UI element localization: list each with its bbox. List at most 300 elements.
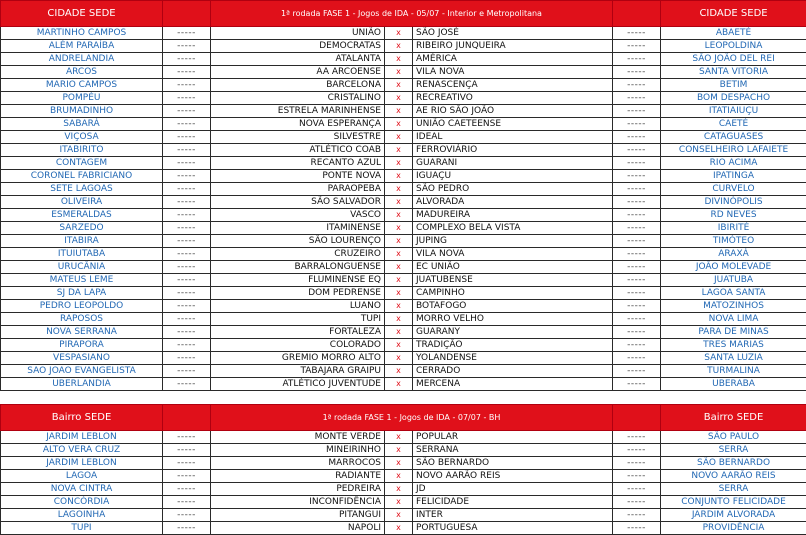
away-team: VILA NOVA — [413, 66, 613, 79]
versus-mark: x — [385, 157, 413, 170]
score-right: ----- — [613, 339, 661, 352]
versus-mark: x — [385, 66, 413, 79]
away-team: INTER — [413, 509, 613, 522]
host-city-left: OLIVEIRA — [1, 196, 163, 209]
home-team: FORTALEZA — [211, 326, 385, 339]
table-row — [1, 131, 806, 144]
home-team: DEMOCRATAS — [211, 40, 385, 53]
host-city-right: CONJUNTO FELICIDADE — [661, 496, 806, 509]
versus-mark: x — [385, 92, 413, 105]
fixtures-table-bh — [0, 404, 806, 535]
host-city-left: PIRAPORA — [1, 339, 163, 352]
home-team: SÃO LOURENÇO — [211, 235, 385, 248]
score-left: ----- — [163, 522, 211, 535]
away-team: AE RIO SÃO JOÃO — [413, 105, 613, 118]
home-team: BARRALONGUENSE — [211, 261, 385, 274]
versus-mark: x — [385, 183, 413, 196]
host-city-right: NOVO AARÃO REIS — [661, 470, 806, 483]
score-left: ----- — [163, 365, 211, 378]
versus-mark: x — [385, 457, 413, 470]
score-left: ----- — [163, 92, 211, 105]
host-city-left: SETE LAGOAS — [1, 183, 163, 196]
header-left: CIDADE SEDE — [1, 1, 163, 27]
table-row — [1, 248, 806, 261]
away-team: TRADIÇÃO — [413, 339, 613, 352]
versus-mark: x — [385, 105, 413, 118]
host-city-right: RD NEVES — [661, 209, 806, 222]
score-right: ----- — [613, 522, 661, 535]
table-row — [1, 53, 806, 66]
host-city-right: SERRA — [661, 444, 806, 457]
host-city-left: ARCOS — [1, 66, 163, 79]
host-city-right: JARDIM ALVORADA — [661, 509, 806, 522]
host-city-left: LAGOINHA — [1, 509, 163, 522]
away-team: RENASCENÇA — [413, 79, 613, 92]
host-city-left: VESPASIANO — [1, 352, 163, 365]
versus-mark: x — [385, 339, 413, 352]
table-row — [1, 339, 806, 352]
score-left: ----- — [163, 261, 211, 274]
score-left: ----- — [163, 457, 211, 470]
table-row — [1, 365, 806, 378]
section-gap — [0, 392, 806, 404]
score-left: ----- — [163, 170, 211, 183]
versus-mark: x — [385, 522, 413, 535]
away-team: PORTUGUESA — [413, 522, 613, 535]
host-city-left: CONCÓRDIA — [1, 496, 163, 509]
host-city-left: TUPI — [1, 522, 163, 535]
score-right: ----- — [613, 457, 661, 470]
away-team: CERRADO — [413, 365, 613, 378]
home-team: SÃO SALVADOR — [211, 196, 385, 209]
score-left: ----- — [163, 157, 211, 170]
host-city-left: MATEUS LEME — [1, 274, 163, 287]
score-right: ----- — [613, 222, 661, 235]
table-row — [1, 196, 806, 209]
home-team: COLORADO — [211, 339, 385, 352]
host-city-right: ITATIAIUÇU — [661, 105, 806, 118]
versus-mark: x — [385, 222, 413, 235]
table-row — [1, 300, 806, 313]
host-city-right: CAETÉ — [661, 118, 806, 131]
home-team: FLUMINENSE EQ — [211, 274, 385, 287]
table-row — [1, 235, 806, 248]
score-right: ----- — [613, 131, 661, 144]
score-right: ----- — [613, 352, 661, 365]
host-city-left: BRUMADINHO — [1, 105, 163, 118]
host-city-right: IBIRITÉ — [661, 222, 806, 235]
versus-mark: x — [385, 196, 413, 209]
versus-mark: x — [385, 444, 413, 457]
table-row — [1, 444, 806, 457]
score-right: ----- — [613, 79, 661, 92]
versus-mark: x — [385, 313, 413, 326]
home-team: ATLÉTICO JUVENTUDE — [211, 378, 385, 391]
score-left: ----- — [163, 27, 211, 40]
score-right: ----- — [613, 157, 661, 170]
versus-mark: x — [385, 483, 413, 496]
host-city-right: SÃO JOÃO DEL REI — [661, 53, 806, 66]
score-left: ----- — [163, 287, 211, 300]
score-left: ----- — [163, 300, 211, 313]
host-city-right: SÃO PAULO — [661, 431, 806, 444]
home-team: RECANTO AZUL — [211, 157, 385, 170]
host-city-left: SJ DA LAPA — [1, 287, 163, 300]
home-team: ATALANTA — [211, 53, 385, 66]
host-city-left: ITABIRA — [1, 235, 163, 248]
away-team: FERROVIÁRIO — [413, 144, 613, 157]
host-city-left: PEDRO LEOPOLDO — [1, 300, 163, 313]
host-city-left: SARZEDO — [1, 222, 163, 235]
host-city-left: POMPÉU — [1, 92, 163, 105]
host-city-right: CATAGUASES — [661, 131, 806, 144]
score-left: ----- — [163, 274, 211, 287]
table-row — [1, 40, 806, 53]
host-city-right: BOM DESPACHO — [661, 92, 806, 105]
score-right: ----- — [613, 300, 661, 313]
table-row — [1, 483, 806, 496]
table-row — [1, 326, 806, 339]
score-left: ----- — [163, 105, 211, 118]
host-city-left: CORONEL FABRICIANO — [1, 170, 163, 183]
versus-mark: x — [385, 53, 413, 66]
score-right: ----- — [613, 313, 661, 326]
table-row — [1, 170, 806, 183]
host-city-right: IPATINGA — [661, 170, 806, 183]
versus-mark: x — [385, 287, 413, 300]
versus-mark: x — [385, 470, 413, 483]
score-left: ----- — [163, 431, 211, 444]
score-right: ----- — [613, 378, 661, 391]
score-right: ----- — [613, 183, 661, 196]
score-right: ----- — [613, 27, 661, 40]
host-city-left: CONTAGEM — [1, 157, 163, 170]
host-city-right: JOÃO MOLEVADE — [661, 261, 806, 274]
versus-mark: x — [385, 326, 413, 339]
home-team: CRUZEIRO — [211, 248, 385, 261]
score-right: ----- — [613, 53, 661, 66]
score-left: ----- — [163, 118, 211, 131]
versus-mark: x — [385, 300, 413, 313]
host-city-left: NOVA SERRANA — [1, 326, 163, 339]
host-city-left: LAGOA — [1, 470, 163, 483]
away-team: GUARANY — [413, 326, 613, 339]
score-right: ----- — [613, 118, 661, 131]
home-team: ITAMINENSE — [211, 222, 385, 235]
host-city-right: BETIM — [661, 79, 806, 92]
header-title: 1ª rodada FASE 1 - Jogos de IDA - 05/07 - Interior e Metropolitana — [211, 1, 613, 27]
versus-mark: x — [385, 235, 413, 248]
header-spacer-left — [163, 405, 211, 431]
score-left: ----- — [163, 66, 211, 79]
home-team: BARCELONA — [211, 79, 385, 92]
away-team: POPULAR — [413, 431, 613, 444]
score-right: ----- — [613, 274, 661, 287]
away-team: SÃO JOSÉ — [413, 27, 613, 40]
host-city-left: JARDIM LEBLON — [1, 457, 163, 470]
score-left: ----- — [163, 352, 211, 365]
host-city-left: MARIO CAMPOS — [1, 79, 163, 92]
table-row — [1, 274, 806, 287]
table-row — [1, 509, 806, 522]
versus-mark: x — [385, 431, 413, 444]
home-team: MARROCOS — [211, 457, 385, 470]
header-row — [1, 1, 806, 27]
home-team: PARAOPEBA — [211, 183, 385, 196]
home-team: AA ARCOENSE — [211, 66, 385, 79]
host-city-right: TURMALINA — [661, 365, 806, 378]
away-team: RECREATIVO — [413, 92, 613, 105]
host-city-right: TRES MARIAS — [661, 339, 806, 352]
score-right: ----- — [613, 326, 661, 339]
home-team: VASCO — [211, 209, 385, 222]
host-city-right: PARA DE MINAS — [661, 326, 806, 339]
host-city-left: ITUIUTABA — [1, 248, 163, 261]
home-team: UNIÃO — [211, 27, 385, 40]
table-row — [1, 118, 806, 131]
table-row — [1, 378, 806, 391]
table-row — [1, 287, 806, 300]
host-city-left: SABARÁ — [1, 118, 163, 131]
home-team: PONTE NOVA — [211, 170, 385, 183]
score-right: ----- — [613, 170, 661, 183]
score-right: ----- — [613, 470, 661, 483]
host-city-right: RIO ACIMA — [661, 157, 806, 170]
score-right: ----- — [613, 365, 661, 378]
home-team: CRISTALINO — [211, 92, 385, 105]
score-left: ----- — [163, 248, 211, 261]
host-city-right: LEOPOLDINA — [661, 40, 806, 53]
table-row — [1, 144, 806, 157]
home-team: TUPI — [211, 313, 385, 326]
away-team: MERCENA — [413, 378, 613, 391]
score-left: ----- — [163, 326, 211, 339]
table-row — [1, 431, 806, 444]
away-team: SÃO BERNARDO — [413, 457, 613, 470]
home-team: ESTRELA MARINHENSE — [211, 105, 385, 118]
versus-mark: x — [385, 274, 413, 287]
score-left: ----- — [163, 470, 211, 483]
score-right: ----- — [613, 105, 661, 118]
away-team: JUATUBENSE — [413, 274, 613, 287]
versus-mark: x — [385, 496, 413, 509]
host-city-right: SÃO BERNARDO — [661, 457, 806, 470]
host-city-left: ANDRELANDIA — [1, 53, 163, 66]
host-city-right: JUATUBA — [661, 274, 806, 287]
score-right: ----- — [613, 509, 661, 522]
host-city-right: TIMÓTEO — [661, 235, 806, 248]
host-city-right: CONSELHEIRO LAFAIETE — [661, 144, 806, 157]
host-city-left: ALÉM PARAÍBA — [1, 40, 163, 53]
home-team: TABAJARA GRAIPU — [211, 365, 385, 378]
score-left: ----- — [163, 483, 211, 496]
home-team: GREMIO MORRO ALTO — [211, 352, 385, 365]
header-left: Bairro SEDE — [1, 405, 163, 431]
host-city-right: SANTA VITORIA — [661, 66, 806, 79]
table-row — [1, 79, 806, 92]
host-city-right: UBERABA — [661, 378, 806, 391]
versus-mark: x — [385, 118, 413, 131]
host-city-left: ESMERALDAS — [1, 209, 163, 222]
host-city-left: RAPOSOS — [1, 313, 163, 326]
host-city-left: MARTINHO CAMPOS — [1, 27, 163, 40]
home-team: NAPOLI — [211, 522, 385, 535]
away-team: RIBEIRO JUNQUEIRA — [413, 40, 613, 53]
host-city-right: ARAXÁ — [661, 248, 806, 261]
table-row — [1, 222, 806, 235]
header-row — [1, 405, 806, 431]
table-row — [1, 92, 806, 105]
score-right: ----- — [613, 209, 661, 222]
away-team: AMÉRICA — [413, 53, 613, 66]
away-team: COMPLEXO BELA VISTA — [413, 222, 613, 235]
score-right: ----- — [613, 196, 661, 209]
header-right: CIDADE SEDE — [661, 1, 806, 27]
home-team: SILVESTRE — [211, 131, 385, 144]
away-team: IDEAL — [413, 131, 613, 144]
score-left: ----- — [163, 209, 211, 222]
table-row — [1, 522, 806, 535]
host-city-right: MATOZINHOS — [661, 300, 806, 313]
host-city-right: CURVELO — [661, 183, 806, 196]
host-city-right: DIVINÓPOLIS — [661, 196, 806, 209]
score-right: ----- — [613, 66, 661, 79]
score-left: ----- — [163, 131, 211, 144]
home-team: DOM PEDRENSE — [211, 287, 385, 300]
home-team: MINEIRINHO — [211, 444, 385, 457]
away-team: NOVO AARÃO REIS — [413, 470, 613, 483]
away-team: UNIÃO CAETEENSE — [413, 118, 613, 131]
home-team: PITANGUI — [211, 509, 385, 522]
away-team: IGUAÇU — [413, 170, 613, 183]
score-left: ----- — [163, 40, 211, 53]
versus-mark: x — [385, 131, 413, 144]
score-left: ----- — [163, 496, 211, 509]
away-team: FELICIDADE — [413, 496, 613, 509]
host-city-left: SAO JOAO EVANGELISTA — [1, 365, 163, 378]
table-row — [1, 209, 806, 222]
table-row — [1, 496, 806, 509]
host-city-right: SANTA LUZIA — [661, 352, 806, 365]
host-city-left: NOVA CINTRA — [1, 483, 163, 496]
versus-mark: x — [385, 79, 413, 92]
host-city-right: SERRA — [661, 483, 806, 496]
versus-mark: x — [385, 27, 413, 40]
header-spacer-left — [163, 1, 211, 27]
host-city-right: PROVIDÊNCIA — [661, 522, 806, 535]
score-right: ----- — [613, 235, 661, 248]
score-left: ----- — [163, 444, 211, 457]
score-left: ----- — [163, 509, 211, 522]
versus-mark: x — [385, 509, 413, 522]
home-team: ATLÉTICO COAB — [211, 144, 385, 157]
host-city-left: ITABIRITO — [1, 144, 163, 157]
host-city-right: ABAETÉ — [661, 27, 806, 40]
score-left: ----- — [163, 235, 211, 248]
host-city-right: LAGOA SANTA — [661, 287, 806, 300]
away-team: MORRO VELHO — [413, 313, 613, 326]
table-row — [1, 27, 806, 40]
score-left: ----- — [163, 339, 211, 352]
away-team: ALVORADA — [413, 196, 613, 209]
versus-mark: x — [385, 144, 413, 157]
versus-mark: x — [385, 248, 413, 261]
away-team: CAMPINHO — [413, 287, 613, 300]
score-left: ----- — [163, 53, 211, 66]
versus-mark: x — [385, 209, 413, 222]
table-row — [1, 183, 806, 196]
table-row — [1, 261, 806, 274]
score-left: ----- — [163, 222, 211, 235]
score-left: ----- — [163, 183, 211, 196]
table-row — [1, 157, 806, 170]
score-left: ----- — [163, 378, 211, 391]
header-right: Bairro SEDE — [661, 405, 806, 431]
host-city-left: ALTO VERA CRUZ — [1, 444, 163, 457]
versus-mark: x — [385, 365, 413, 378]
score-left: ----- — [163, 144, 211, 157]
away-team: SERRANA — [413, 444, 613, 457]
score-left: ----- — [163, 313, 211, 326]
score-right: ----- — [613, 444, 661, 457]
away-team: JD — [413, 483, 613, 496]
score-right: ----- — [613, 248, 661, 261]
host-city-left: UBERLANDIA — [1, 378, 163, 391]
away-team: MADUREIRA — [413, 209, 613, 222]
host-city-left: URUCÂNIA — [1, 261, 163, 274]
away-team: YOLANDENSE — [413, 352, 613, 365]
home-team: MONTE VERDE — [211, 431, 385, 444]
home-team: INCONFIDÊNCIA — [211, 496, 385, 509]
home-team: NOVA ESPERANÇA — [211, 118, 385, 131]
score-right: ----- — [613, 40, 661, 53]
score-right: ----- — [613, 261, 661, 274]
versus-mark: x — [385, 261, 413, 274]
table-row — [1, 105, 806, 118]
table-row — [1, 470, 806, 483]
away-team: GUARANI — [413, 157, 613, 170]
table-row — [1, 457, 806, 470]
away-team: SÃO PEDRO — [413, 183, 613, 196]
host-city-right: NOVA LIMA — [661, 313, 806, 326]
host-city-left: JARDIM LEBLON — [1, 431, 163, 444]
score-right: ----- — [613, 92, 661, 105]
home-team: RADIANTE — [211, 470, 385, 483]
away-team: JUPING — [413, 235, 613, 248]
away-team: VILA NOVA — [413, 248, 613, 261]
away-team: EC UNIÃO — [413, 261, 613, 274]
host-city-left: VIÇOSA — [1, 131, 163, 144]
home-team: LUANO — [211, 300, 385, 313]
score-right: ----- — [613, 483, 661, 496]
score-right: ----- — [613, 431, 661, 444]
score-right: ----- — [613, 287, 661, 300]
table-row — [1, 66, 806, 79]
versus-mark: x — [385, 352, 413, 365]
versus-mark: x — [385, 378, 413, 391]
versus-mark: x — [385, 40, 413, 53]
score-left: ----- — [163, 79, 211, 92]
home-team: PEDREIRA — [211, 483, 385, 496]
table-row — [1, 313, 806, 326]
score-right: ----- — [613, 144, 661, 157]
table-row — [1, 352, 806, 365]
away-team: BOTAFOGO — [413, 300, 613, 313]
header-spacer-right — [613, 1, 661, 27]
score-right: ----- — [613, 496, 661, 509]
score-left: ----- — [163, 196, 211, 209]
header-spacer-right — [613, 405, 661, 431]
